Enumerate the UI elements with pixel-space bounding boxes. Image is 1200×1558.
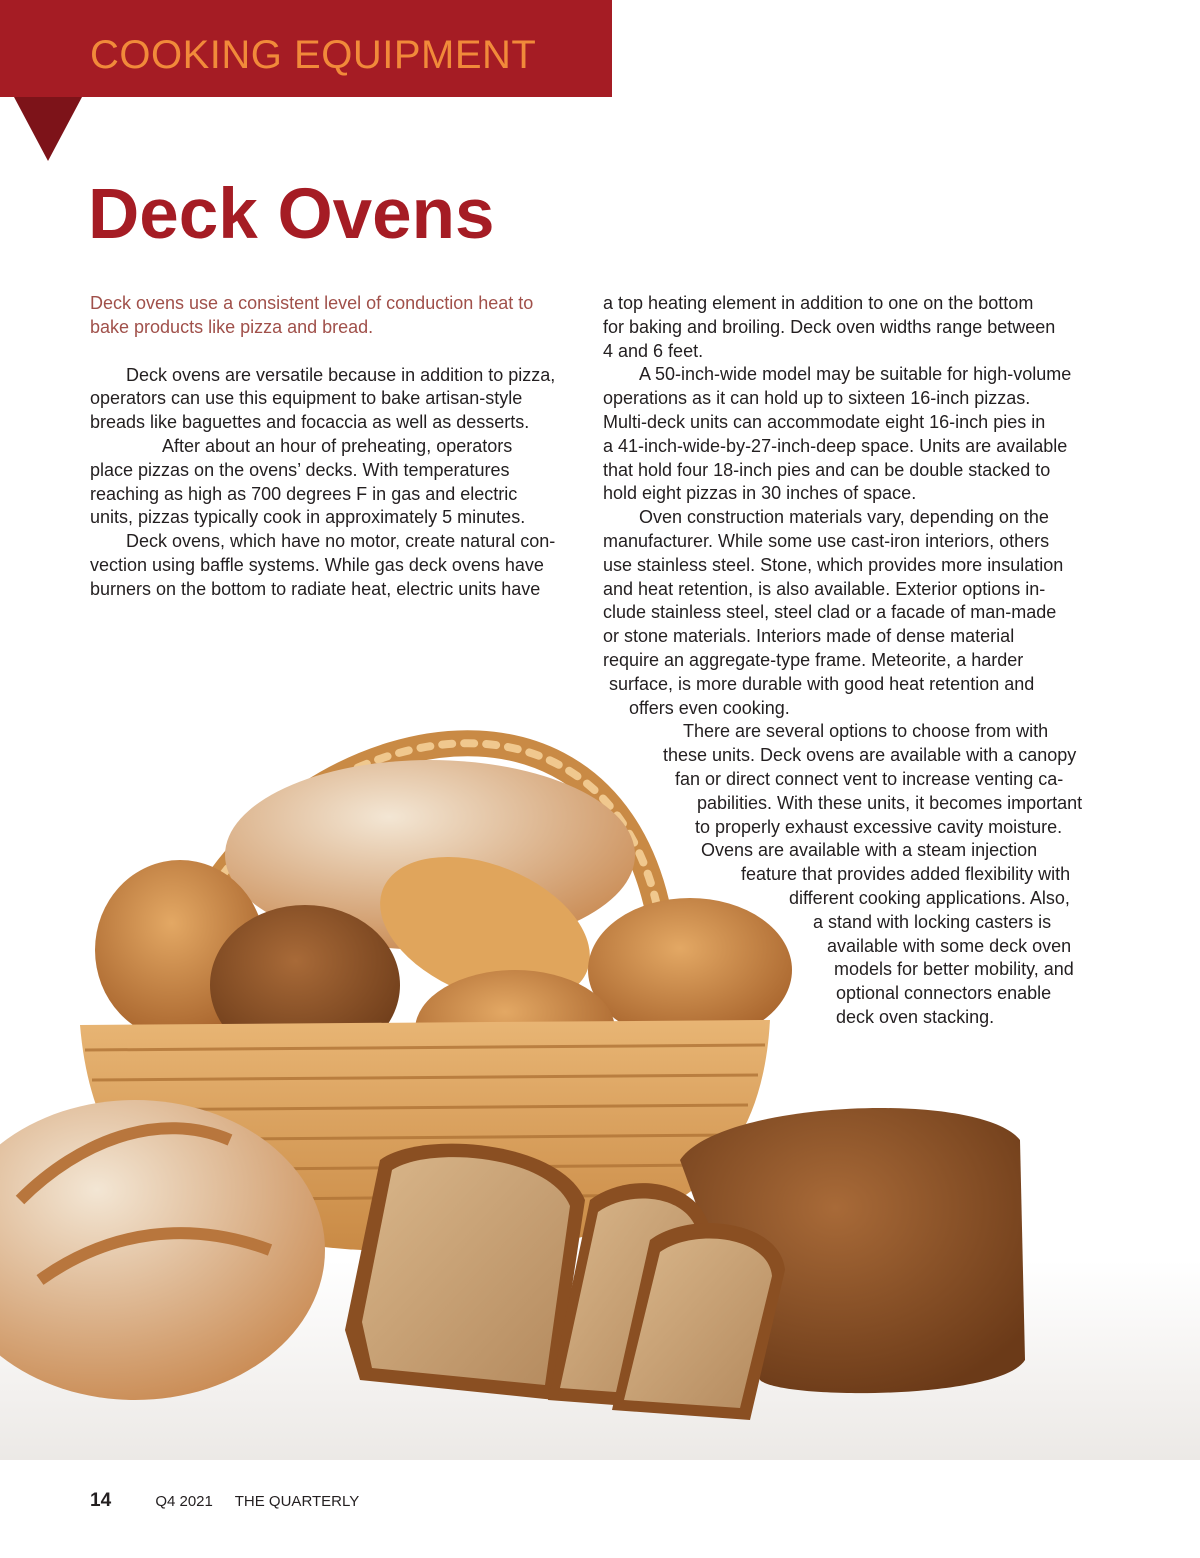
article-title: Deck Ovens bbox=[88, 175, 495, 254]
text-line: place pizzas on the ovens’ decks. With temperatures bbox=[90, 459, 510, 480]
text-line: a top heating element in addition to one on the bottom bbox=[603, 293, 1034, 313]
text-line: A 50-inch-wide model may be suitable for high-volume bbox=[639, 364, 1072, 385]
section-label: COOKING EQUIPMENT bbox=[90, 33, 537, 77]
text-line: feature that provides added flexibility with bbox=[741, 864, 1071, 885]
text-line: fan or direct connect vent to increase venting ca- bbox=[675, 768, 1064, 789]
paragraph bbox=[90, 364, 574, 435]
lead-line: bake products like pizza and bread. bbox=[90, 316, 374, 337]
text-line: models for better mobility, and bbox=[834, 959, 1074, 980]
text-line: offers even cooking. bbox=[629, 697, 790, 718]
article-lead bbox=[90, 292, 574, 340]
text-line: clude stainless steel, steel clad or a facade of man-made bbox=[603, 602, 1057, 623]
text-line: a 41-inch-wide-by-27-inch-deep space. Units are available bbox=[603, 435, 1068, 456]
text-line: for baking and broiling. Deck oven widths range between bbox=[603, 316, 1056, 337]
issue-label: Q4 2021 bbox=[155, 1493, 213, 1510]
text-line: to properly exhaust excessive cavity moisture. bbox=[695, 816, 1063, 837]
text-line: Oven construction materials vary, depending on the bbox=[639, 507, 1049, 528]
text-line: surface, is more durable with good heat retention and bbox=[609, 673, 1035, 694]
publication-name: THE QUARTERLY bbox=[234, 1493, 360, 1510]
text-line: reaching as high as 700 degrees F in gas and electric bbox=[90, 483, 518, 504]
text-line: these units. Deck ovens are available with a canopy bbox=[663, 745, 1077, 766]
text-line: require an aggregate-type frame. Meteorite, a harder bbox=[603, 649, 1024, 670]
text-line: 4 and 6 feet. bbox=[603, 340, 704, 361]
text-line: hold eight pizzas in 30 inches of space. bbox=[603, 483, 917, 504]
banner-tail-shape bbox=[14, 97, 82, 161]
text-line: operators can use this equipment to bake artisan-style bbox=[90, 388, 523, 409]
text-line: Multi-deck units can accommodate eight 16-inch pies in bbox=[603, 411, 1046, 432]
text-line: deck oven stacking. bbox=[836, 1006, 995, 1027]
text-line: Deck ovens are versatile because in addition to pizza, bbox=[126, 364, 556, 385]
page-footer bbox=[90, 1490, 359, 1514]
text-line: units, pizzas typically cook in approximately 5 minutes. bbox=[90, 507, 526, 528]
text-line: available with some deck oven bbox=[827, 935, 1072, 956]
bread-basket-photo bbox=[0, 640, 1200, 1460]
lead-line: Deck ovens use a consistent level of conduction heat to bbox=[90, 293, 534, 313]
page-number: 14 bbox=[90, 1490, 112, 1511]
text-line: operations as it can hold up to sixteen 16-inch pizzas. bbox=[603, 388, 1031, 409]
text-line: use stainless steel. Stone, which provides more insulation bbox=[603, 554, 1064, 575]
text-line: that hold four 18-inch pies and can be double stacked to bbox=[603, 459, 1051, 480]
text-line: or stone materials. Interiors made of dense material bbox=[603, 626, 1015, 647]
text-line: pabilities. With these units, it becomes important bbox=[697, 792, 1083, 813]
text-line: Ovens are available with a steam injection bbox=[701, 840, 1038, 861]
text-line: After about an hour of preheating, operators bbox=[162, 435, 513, 456]
paragraph bbox=[90, 435, 574, 530]
text-line: different cooking applications. Also, bbox=[789, 887, 1070, 908]
paragraph bbox=[90, 530, 574, 601]
article-column-1 bbox=[90, 292, 574, 602]
text-line: There are several options to choose from with bbox=[683, 721, 1049, 742]
text-line: vection using baffle systems. While gas deck ovens have bbox=[90, 554, 544, 575]
text-line: Deck ovens, which have no motor, create natural con- bbox=[126, 531, 556, 552]
text-line: breads like baguettes and focaccia as well as desserts. bbox=[90, 412, 530, 433]
text-line: optional connectors enable bbox=[836, 983, 1052, 1004]
text-line: burners on the bottom to radiate heat, electric units have bbox=[90, 578, 541, 599]
text-line: and heat retention, is also available. Exterior options in- bbox=[603, 578, 1046, 599]
text-line: manufacturer. While some use cast-iron interiors, others bbox=[603, 530, 1050, 551]
text-line: a stand with locking casters is bbox=[813, 911, 1052, 932]
